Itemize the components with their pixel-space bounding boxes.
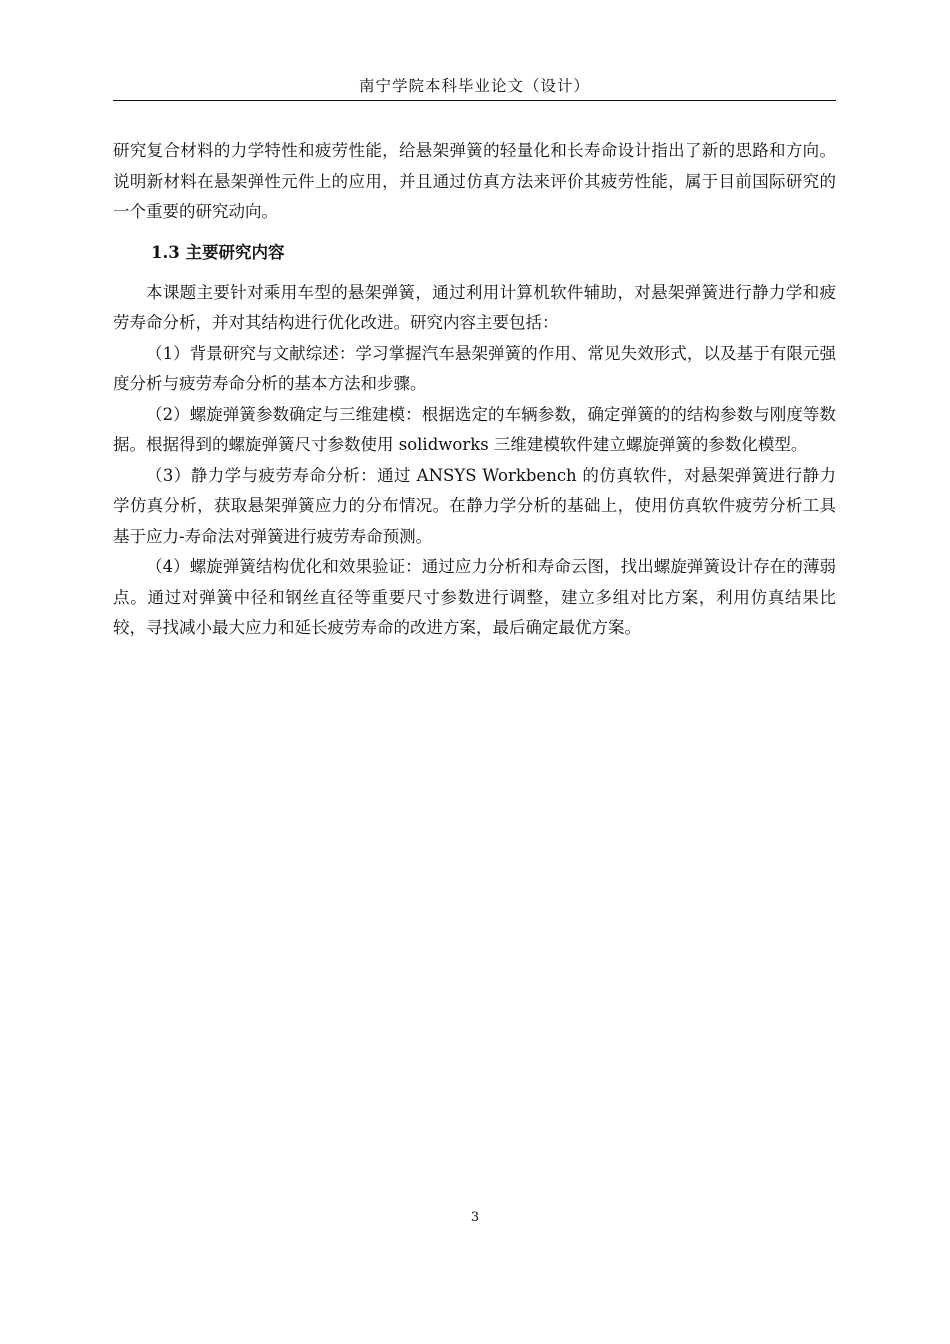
list-item-1: （1）背景研究与文献综述：学习掌握汽车悬架弹簧的作用、常见失效形式，以及基于有限元强度分析与疲劳寿命分析的基本方法和步骤。 — [113, 343, 836, 393]
header-rule — [113, 100, 836, 101]
section-heading: 1.3 主要研究内容 — [151, 242, 285, 262]
list-item-4: （4）螺旋弹簧结构优化和效果验证：通过应力分析和寿命云图，找出螺旋弹簧设计存在的薄弱点。通过对弹簧中径和钢丝直径等重要尺寸参数进行调整，建立多组对比方案，利用仿真结果比较，寻找减小最大应力和延长疲劳寿命的改进方案，最后确定最优方案。 — [113, 557, 836, 637]
paragraph-intro: 研究复合材料的力学特性和疲劳性能，给悬架弹簧的轻量化和长寿命设计指出了新的思路和方向。说明新材料在悬架弹性元件上的应用，并且通过仿真方法来评价其疲劳性能，属于目前国际研究的一个重要的研究动向。 — [113, 141, 836, 221]
page-header-title: 南宁学院本科毕业论文（设计） — [358, 77, 590, 95]
page-number: 3 — [470, 1210, 480, 1225]
paragraph-main: 本课题主要针对乘用车型的悬架弹簧，通过利用计算机软件辅助，对悬架弹簧进行静力学和疲劳寿命分析，并对其结构进行优化改进。研究内容主要包括： — [113, 282, 836, 332]
list-item-3: （3）静力学与疲劳寿命分析：通过 ANSYS Workbench 的仿真软件，对悬架弹簧进行静力学仿真分析，获取悬架弹簧应力的分布情况。在静力学分析的基础上，使用仿真软件疲劳分析工具基于应力-寿命法对弹簧进行疲劳寿命预测。 — [113, 465, 836, 546]
body-text — [113, 136, 836, 644]
list-item-2: （2）螺旋弹簧参数确定与三维建模：根据选定的车辆参数，确定弹簧的的结构参数与刚度等数据。根据得到的螺旋弹簧尺寸参数使用 solidworks 三维建模软件建立螺旋弹簧的参数化模型。 — [113, 404, 836, 454]
